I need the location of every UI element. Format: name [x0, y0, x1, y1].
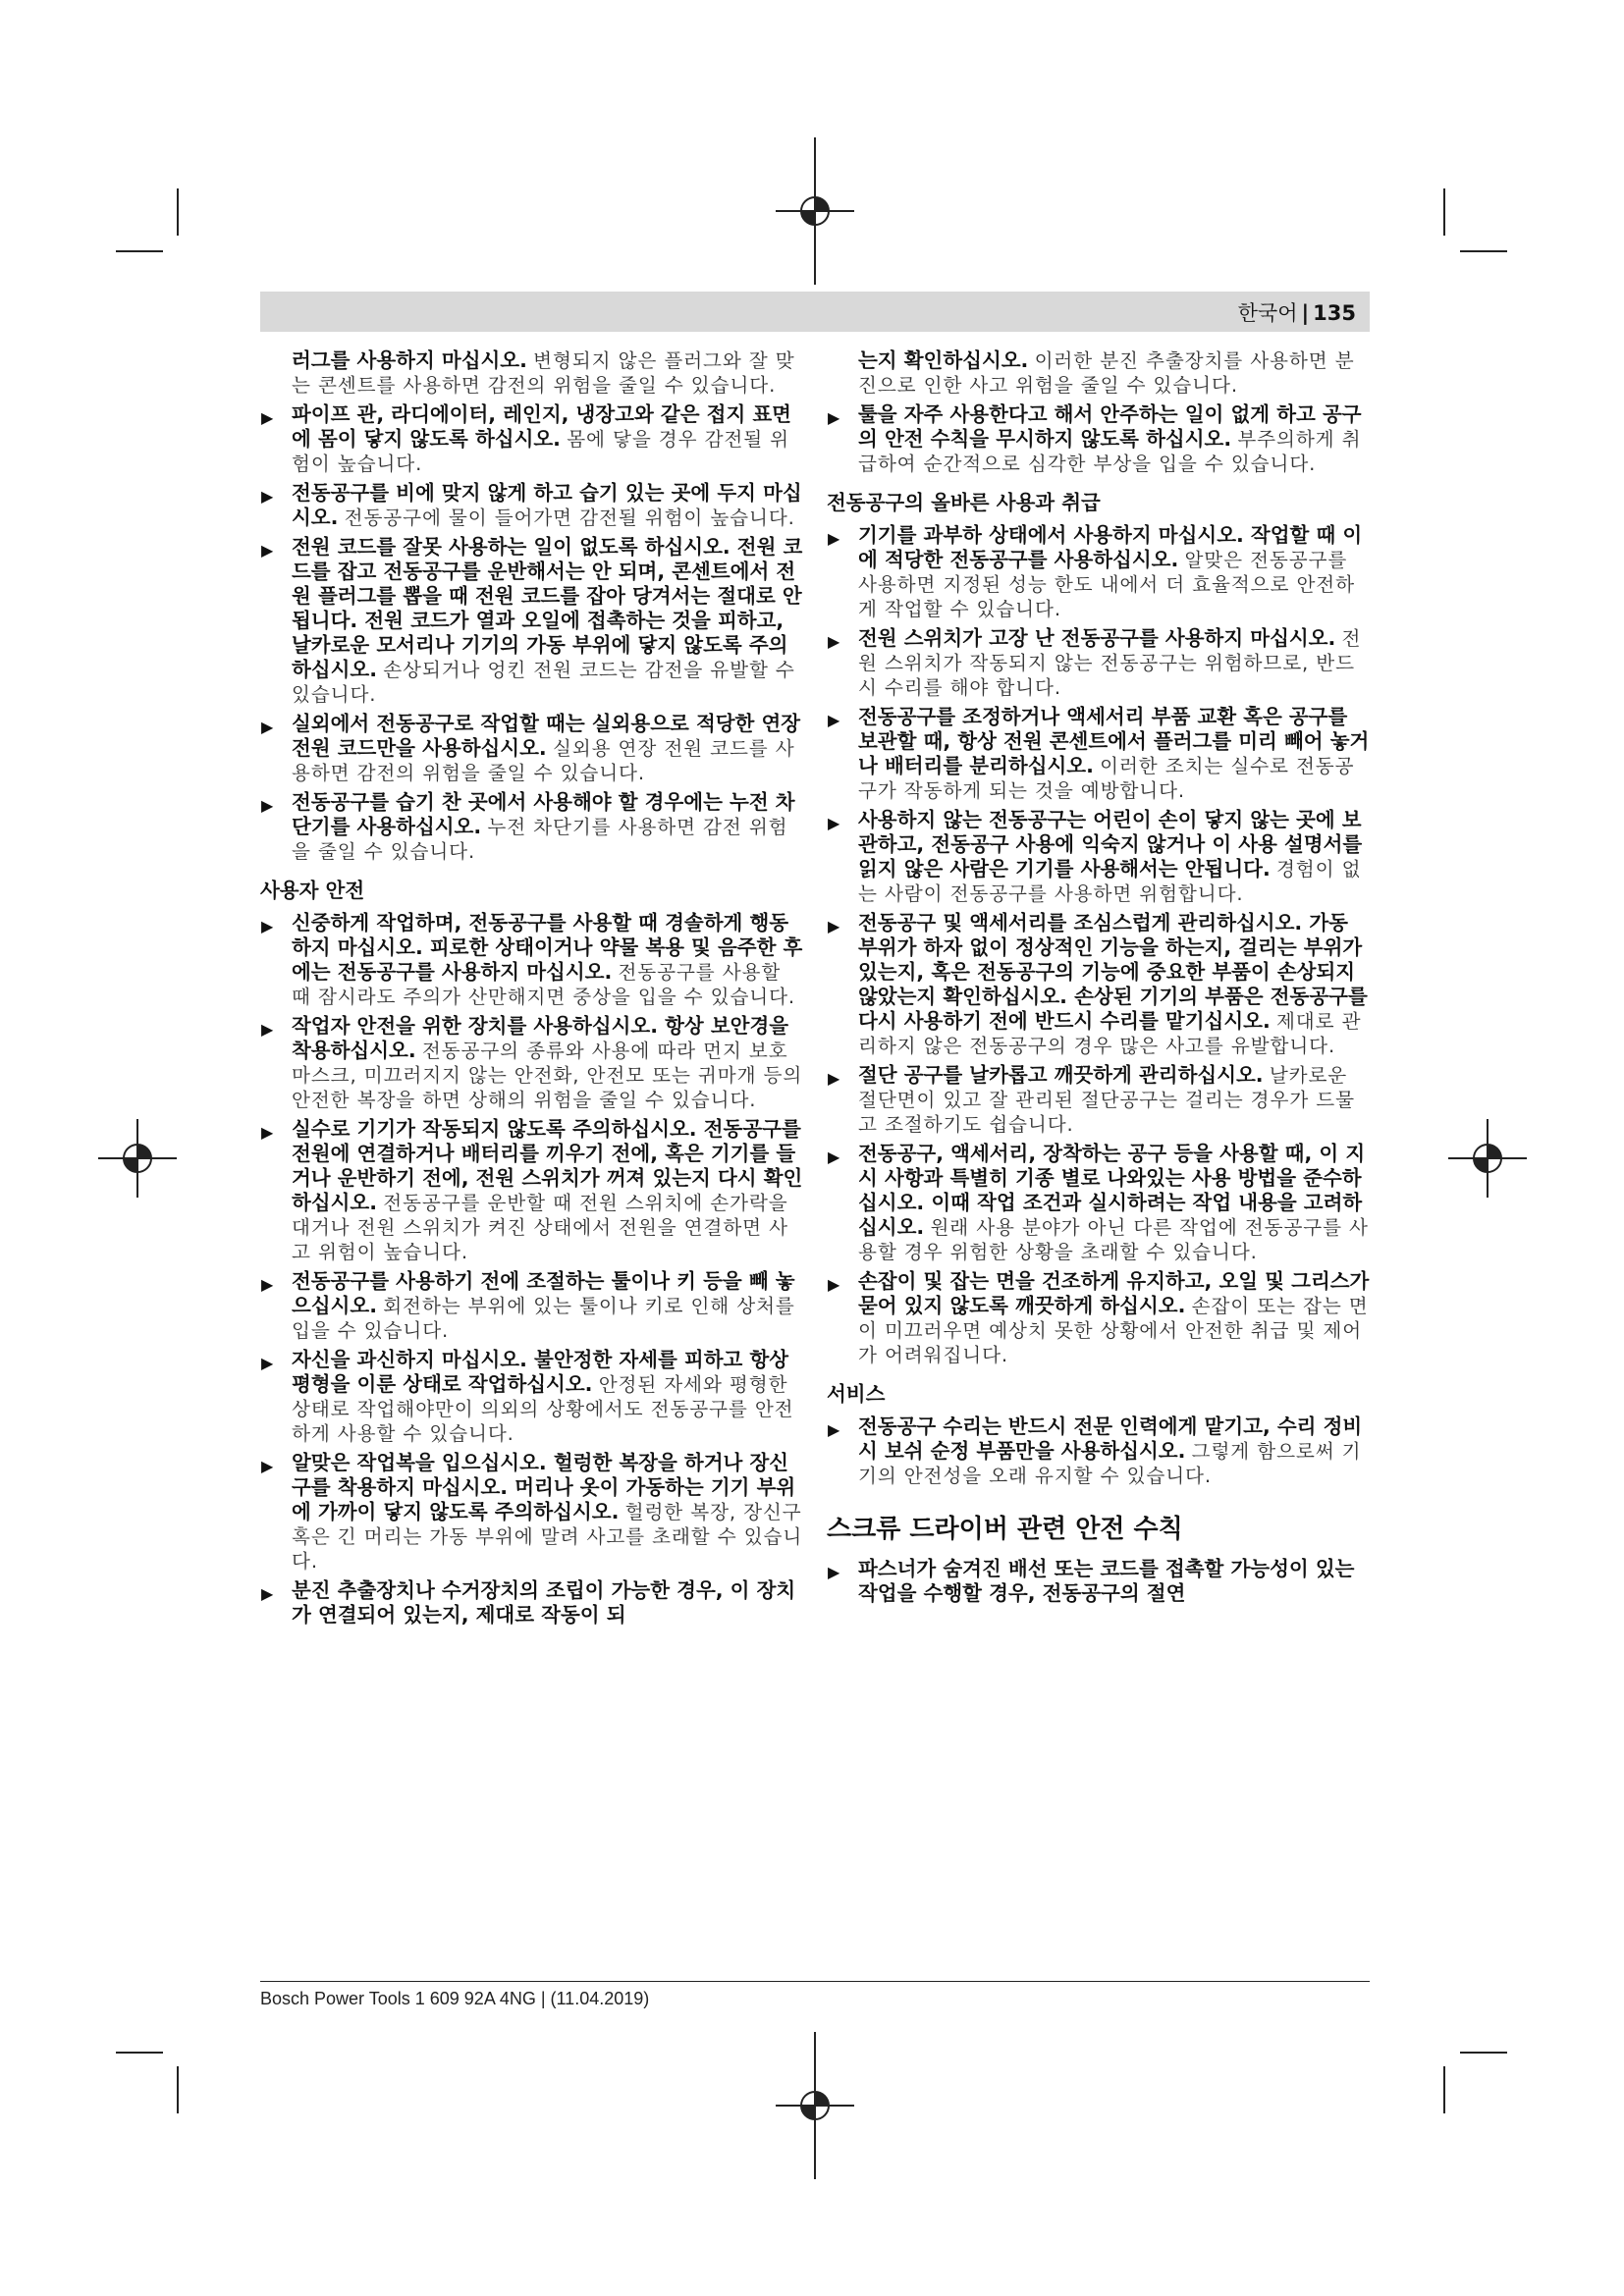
instruction-description: 전동공구에 물이 들어가면 감전될 위험이 높습니다.	[344, 507, 795, 529]
safety-instruction-item	[260, 1117, 803, 1264]
safety-instruction-item	[827, 705, 1370, 803]
left-column	[260, 348, 803, 1632]
crop-mark	[116, 2052, 163, 2054]
safety-instruction-item	[827, 626, 1370, 700]
safety-instruction-item	[827, 1557, 1370, 1606]
safety-instruction-item	[260, 1269, 803, 1343]
instruction-description: 안정된 자세와 평형한 상태로 작업해야만이 의외의 상황에서도 전동공구를 안전하게 사용할 수 있습니다.	[292, 1373, 794, 1445]
footer-divider	[260, 1981, 1370, 1982]
right-column	[827, 348, 1370, 1611]
page-header	[260, 292, 1370, 332]
registration-crosshair-top	[776, 137, 854, 285]
instruction-bold-text: 전동공구를 비에 맞지 않게 하고 습기 있는 곳에 두지 마십시오.	[292, 481, 802, 529]
safety-instruction-item	[260, 402, 803, 476]
instruction-description: 몸에 닿을 경우 감전될 위험이 높습니다.	[292, 428, 790, 475]
safety-instruction-item	[827, 1269, 1370, 1367]
instruction-description: 알맞은 전동공구를 사용하면 지정된 성능 한도 내에서 더 효율적으로 안전하게 작업할 수 있습니다.	[858, 549, 1355, 620]
instruction-bold-text: 자신을 과신하지 마십시오. 불안정한 자세를 피하고 항상 평형을 이룬 상태로 작업하십시오.	[292, 1348, 789, 1396]
instruction-bold-text: 사용하지 않는 전동공구는 어린이 손이 닿지 않는 곳에 보관하고, 전동공구 사용에 익숙지 않거나 이 사용 설명서를 읽지 않은 사람은 기기를 사용해서는 안됩니다.	[858, 808, 1363, 881]
instruction-bold-text: 전동공구를 습기 찬 곳에서 사용해야 할 경우에는 누전 차단기를 사용하십시오.	[292, 790, 795, 838]
safety-instruction-item	[827, 911, 1370, 1058]
instruction-description: 부주의하게 취급하여 순간적으로 심각한 부상을 입을 수 있습니다.	[858, 428, 1362, 475]
instruction-description: 이러한 분진 추출장치를 사용하면 분진으로 인한 사고 위험을 줄일 수 있습니다.	[858, 349, 1355, 397]
header-language: 한국어	[1237, 301, 1298, 325]
instruction-bold-text: 러그를 사용하지 마십시오.	[292, 348, 527, 372]
instruction-bold-text: 는지 확인하십시오.	[858, 348, 1029, 372]
instruction-bold-text: 손잡이 및 잡는 면을 건조하게 유지하고, 오일 및 그리스가 묻어 있지 않도록 깨끗하게 하십시오.	[858, 1269, 1370, 1317]
safety-instruction-item	[260, 1451, 803, 1574]
instruction-bold-text: 절단 공구를 날카롭고 깨끗하게 관리하십시오.	[858, 1063, 1264, 1087]
crop-mark	[1460, 2052, 1507, 2054]
safety-instruction-item	[260, 481, 803, 530]
instruction-bold-text: 전동공구 및 액세서리를 조심스럽게 관리하십시오. 가동 부위가 하자 없이 정상적인 기능을 하는지, 걸리는 부위가 있는지, 혹은 전동공구의 기능에 중요한 부품이 손상되지 않았는지 확인하십시오. 손상된 기기의 부품은 전동공구를 다시 사용하기 전에 반드시 수리를 맡기십시오.	[858, 911, 1368, 1033]
instruction-description: 변형되지 않은 플러그와 잘 맞는 콘센트를 사용하면 감전의 위험을 줄일 수 있습니다.	[292, 349, 795, 397]
instruction-bold-text: 작업자 안전을 위한 장치를 사용하십시오. 항상 보안경을 착용하십시오.	[292, 1014, 789, 1062]
instruction-continuation	[827, 348, 1370, 398]
instruction-description: 실외용 연장 전원 코드를 사용하면 감전의 위험을 줄일 수 있습니다.	[292, 737, 795, 784]
section-heading: 전동공구의 올바른 사용과 취급	[827, 491, 1101, 514]
section-heading: 사용자 안전	[260, 879, 365, 902]
registration-crosshair-left	[98, 1119, 177, 1198]
instruction-description: 그렇게 함으로써 기기의 안전성을 오래 유지할 수 있습니다.	[858, 1440, 1362, 1487]
instruction-bold-text: 전원 스위치가 고장 난 전동공구를 사용하지 마십시오.	[858, 626, 1336, 650]
instruction-bold-text: 실외에서 전동공구로 작업할 때는 실외용으로 적당한 연장 전원 코드만을 사용하십시오.	[292, 712, 801, 760]
registration-crosshair-right	[1448, 1119, 1527, 1198]
page-number: 135	[1313, 301, 1356, 325]
instruction-bold-text: 전동공구를 조정하거나 액세서리 부품 교환 혹은 공구를 보관할 때, 항상 전원 콘센트에서 플러그를 미리 빼어 놓거나 배터리를 분리하십시오.	[858, 705, 1370, 777]
instruction-bold-text: 신중하게 작업하며, 전동공구를 사용할 때 경솔하게 행동하지 마십시오. 피로한 상태이거나 약물 복용 및 음주한 후에는 전동공구를 사용하지 마십시오.	[292, 911, 803, 984]
instruction-description: 전원 스위치가 작동되지 않는 전동공구는 위험하므로, 반드시 수리를 해야 합니다.	[858, 627, 1362, 699]
safety-instruction-item	[260, 535, 803, 707]
footer-text: Bosch Power Tools 1 609 92A 4NG | (11.04.2019)	[260, 1989, 650, 2008]
header-text: 한국어 | 135	[1237, 301, 1356, 325]
safety-instruction-item	[827, 523, 1370, 621]
crop-mark	[116, 250, 163, 252]
safety-instruction-item	[827, 1142, 1370, 1264]
instruction-bold-text: 전동공구를 사용하기 전에 조절하는 툴이나 키 등을 빼 놓으십시오.	[292, 1269, 795, 1317]
instruction-description: 전동공구의 종류와 사용에 따라 먼지 보호 마스크, 미끄러지지 않는 안전화, 안전모 또는 귀마개 등의 안전한 복장을 하면 상해의 위험을 줄일 수 있습니다.	[292, 1040, 803, 1111]
crop-mark	[177, 188, 179, 236]
instruction-bold-text: 툴을 자주 사용한다고 해서 안주하는 일이 없게 하고 공구의 안전 수칙을 무시하지 않도록 하십시오.	[858, 402, 1362, 451]
safety-instruction-item	[260, 1348, 803, 1446]
instruction-bold-text: 실수로 기기가 작동되지 않도록 주의하십시오. 전동공구를 전원에 연결하거나 배터리를 끼우기 전에, 혹은 기기를 들거나 운반하기 전에, 전원 스위치가 꺼져 있는지 다시 확인하십시오.	[292, 1117, 803, 1214]
instruction-bold-text: 파스너가 숨겨진 배선 또는 코드를 접촉할 가능성이 있는 작업을 수행할 경우, 전동공구의 절연	[858, 1557, 1355, 1605]
safety-instruction-item	[260, 790, 803, 864]
instruction-description: 이러한 조치는 실수로 전동공구가 작동하게 되는 것을 예방합니다.	[858, 755, 1355, 802]
safety-instruction-item	[260, 712, 803, 785]
instruction-bold-text: 기기를 과부하 상태에서 사용하지 마십시오. 작업할 때 이에 적당한 전동공구를 사용하십시오.	[858, 523, 1363, 571]
instruction-description: 헐렁한 복장, 장신구 혹은 긴 머리는 가동 부위에 말려 사고를 초래할 수 있습니다.	[292, 1501, 803, 1573]
instruction-bold-text: 분진 추출장치나 수거장치의 조립이 가능한 경우, 이 장치가 연결되어 있는지, 제대로 작동이 되	[292, 1578, 796, 1627]
safety-instruction-item	[260, 1578, 803, 1628]
instruction-bold-text: 알맞은 작업복을 입으십시오. 헐렁한 복장을 하거나 장신구를 착용하지 마십시오. 머리나 옷이 가동하는 기기 부위에 가까이 닿지 않도록 주의하십시오.	[292, 1451, 796, 1523]
section-heading: 서비스	[827, 1382, 886, 1406]
instruction-bold-text: 전동공구, 액세서리, 장착하는 공구 등을 사용할 때, 이 지시 사항과 특별히 기종 별로 나와있는 사용 방법을 준수하십시오. 이때 작업 조건과 실시하려는 작업 내용을 고려하십시오.	[858, 1142, 1366, 1239]
safety-instruction-item	[827, 808, 1370, 906]
instruction-description: 전동공구를 운반할 때 전원 스위치에 손가락을 대거나 전원 스위치가 켜진 상태에서 전원을 연결하면 사고 위험이 높습니다.	[292, 1192, 788, 1263]
instruction-bold-text: 전동공구 수리는 반드시 전문 인력에게 맡기고, 수리 정비 시 보쉬 순정 부품만을 사용하십시오.	[858, 1415, 1363, 1463]
safety-instruction-item	[827, 1415, 1370, 1488]
instruction-description: 회전하는 부위에 있는 툴이나 키로 인해 상처를 입을 수 있습니다.	[292, 1295, 795, 1342]
crop-mark	[1443, 2066, 1445, 2113]
crop-mark	[1460, 250, 1507, 252]
crop-mark	[177, 2066, 179, 2113]
instruction-bold-text: 파이프 관, 라디에이터, 레인지, 냉장고와 같은 접지 표면에 몸이 닿지 않도록 하십시오.	[292, 402, 791, 451]
instruction-continuation	[260, 348, 803, 398]
instruction-description: 원래 사용 분야가 아닌 다른 작업에 전동공구를 사용할 경우 위험한 상황을 초래할 수 있습니다.	[858, 1216, 1369, 1263]
instruction-description: 날카로운 절단면이 있고 잘 관리된 절단공구는 걸리는 경우가 드물고 조절하기도 쉽습니다.	[858, 1064, 1355, 1136]
safety-instruction-item	[260, 1014, 803, 1112]
instruction-description: 제대로 관리하지 않은 전동공구의 경우 많은 사고를 유발합니다.	[858, 1010, 1362, 1057]
instruction-description: 손상되거나 엉킨 전원 코드는 감전을 유발할 수 있습니다.	[292, 659, 795, 706]
instruction-description: 전동공구를 사용할 때 잠시라도 주의가 산만해지면 중상을 입을 수 있습니다.	[292, 961, 796, 1008]
registration-crosshair-bottom	[776, 2032, 854, 2179]
section-heading: 스크류 드라이버 관련 안전 수칙	[827, 1515, 1183, 1544]
instruction-bold-text: 전원 코드를 잘못 사용하는 일이 없도록 하십시오. 전원 코드를 잡고 전동공구를 운반해서는 안 되며, 콘센트에서 전원 플러그를 뽑을 때 전원 코드를 잡아 당겨서는 절대로 안 됩니다. 전원 코드가 열과 오일에 접촉하는 것을 피하고, 날카로운 모서리나 기기의 가동 부위에 닿지 않도록 주의하십시오.	[292, 535, 803, 681]
instruction-description: 누전 차단기를 사용하면 감전 위험을 줄일 수 있습니다.	[292, 816, 788, 863]
instruction-description: 경험이 없는 사람이 전동공구를 사용하면 위험합니다.	[858, 858, 1362, 905]
safety-instruction-item	[260, 911, 803, 1009]
safety-instruction-item	[827, 402, 1370, 476]
instruction-description: 손잡이 또는 잡는 면이 미끄러우면 예상치 못한 상황에서 안전한 취급 및 제어가 어려워집니다.	[858, 1295, 1369, 1366]
safety-instruction-item	[827, 1063, 1370, 1137]
crop-mark	[1443, 188, 1445, 236]
